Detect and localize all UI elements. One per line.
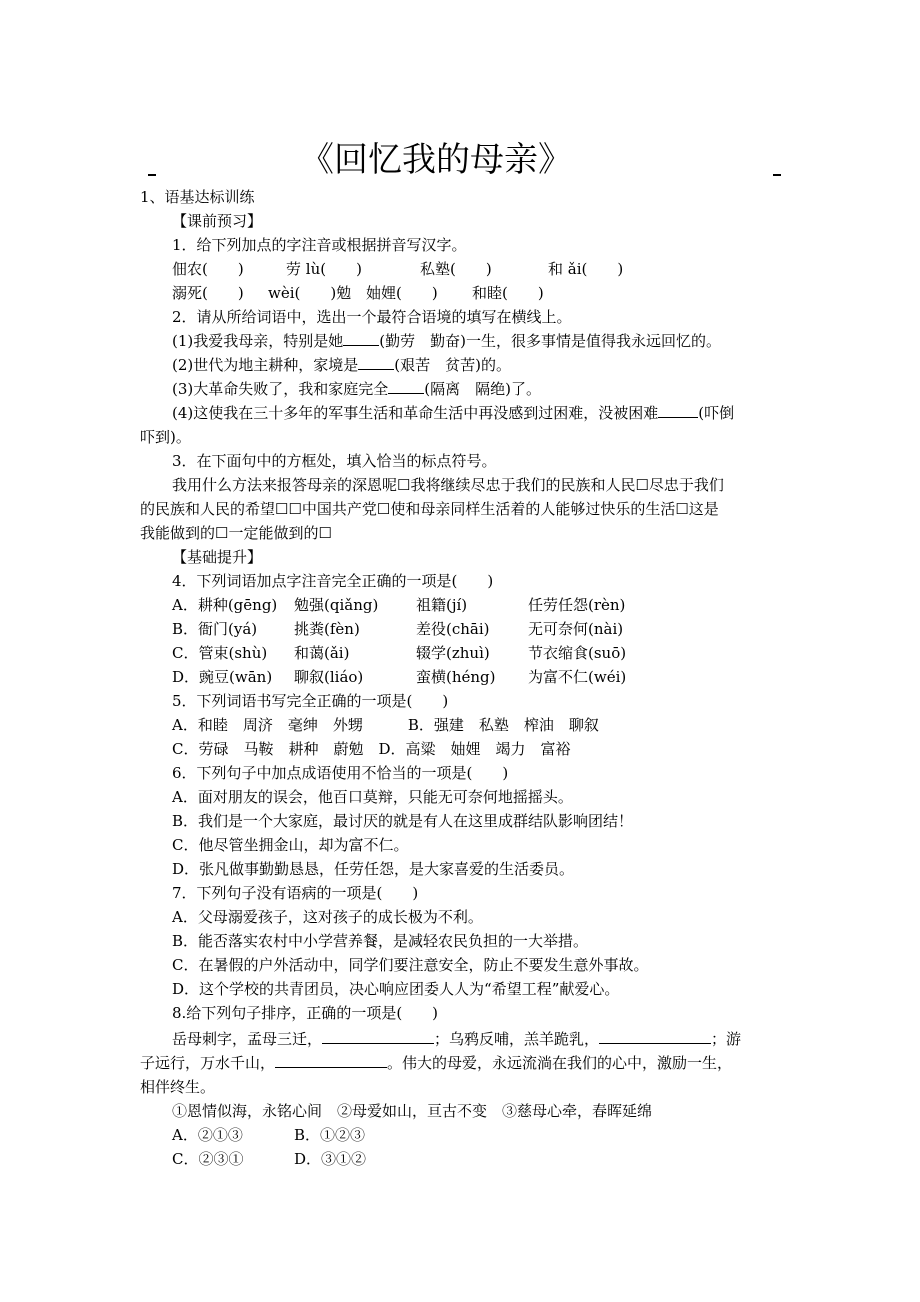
q8-option-b: B．①②③ xyxy=(294,1126,366,1144)
q8-option-d: D．③①② xyxy=(294,1150,367,1168)
header-mark-right xyxy=(773,174,781,176)
q6-option-d: D．张凡做事勤勤恳恳，任劳任怨，是大家喜爱的生活委员。 xyxy=(172,860,575,878)
q8-text: ；游 xyxy=(711,1030,742,1048)
q1-item: wèi( )勉 xyxy=(268,284,352,302)
q2-s2-options: (艰苦 贫苦)的。 xyxy=(394,356,511,374)
q8-option-c: C．②③① xyxy=(172,1150,244,1168)
q7-option-b: B．能否落实农村中小学营养餐，是减轻农民负担的一大举措。 xyxy=(172,932,589,950)
q5-options-cd: C．劳碌 马鞍 耕种 蔚勉 D．高粱 妯娌 竭力 富裕 xyxy=(172,740,571,758)
question-6-stem: 6．下列句子中加点成语使用不恰当的一项是( ) xyxy=(172,764,509,782)
q8-text: 子远行，万水千山， xyxy=(140,1054,276,1072)
q1-item: 佃农( ) xyxy=(172,260,244,278)
q4-word: 和蔼(ǎi) xyxy=(294,644,350,662)
q8-text: 岳母刺字，孟母三迁， xyxy=(172,1030,323,1048)
question-2-stem: 2．请从所给词语中，选出一个最符合语境的填写在横线上。 xyxy=(172,308,572,326)
header-mark-left xyxy=(148,174,156,176)
q4-word: 蛮横(héng) xyxy=(416,668,496,686)
q8-passage-line-2 xyxy=(140,1052,732,1074)
q3-passage-line-2: 的民族和人民的希望☐☐中国共产党☐使和母亲同样生活着的人能够过快乐的生活☐这是 xyxy=(140,500,719,518)
q2-sentence-3 xyxy=(172,378,541,400)
answer-blank[interactable] xyxy=(358,355,394,370)
q4-word: 节衣缩食(suō) xyxy=(528,644,627,662)
q2-s4-text: (4)这使我在三十多年的军事生活和革命生活中再没感到过困难，没被困难 xyxy=(172,404,659,422)
basic-header: 【基础提升】 xyxy=(172,548,263,566)
q4-option-b xyxy=(172,618,623,640)
q2-s1-options: (勤劳 勤奋)一生，很多事情是值得我永远回忆的。 xyxy=(379,332,721,350)
q4-word: 辍学(zhuì) xyxy=(416,644,490,662)
q3-passage-line-1: 我用什么方法来报答母亲的深恩呢☐我将继续尽忠于我们的民族和人民☐尽忠于我们 xyxy=(172,476,724,494)
question-8-stem: 8.给下列句子排序，正确的一项是( ) xyxy=(172,1004,439,1022)
answer-blank[interactable] xyxy=(599,1029,711,1044)
q6-option-c: C．他尽管坐拥金山，却为富不仁。 xyxy=(172,836,409,854)
q1-row-1 xyxy=(172,258,623,280)
section-heading: 1、语基达标训练 xyxy=(140,188,255,206)
q4-word: 任劳任怨(rèn) xyxy=(528,596,626,614)
q1-row-2 xyxy=(172,282,544,304)
q4-word: 无可奈何(nài) xyxy=(528,620,624,638)
q4-word: D．豌豆(wān) xyxy=(172,668,273,686)
q4-option-c xyxy=(172,642,626,664)
q4-word: C．管束(shù) xyxy=(172,644,268,662)
q2-sentence-4 xyxy=(172,402,734,424)
q4-word: B．衙门(yá) xyxy=(172,620,258,638)
q2-s3-text: (3)大革命失败了，我和家庭完全 xyxy=(172,380,389,398)
q8-option-a: A．②①③ xyxy=(172,1126,243,1144)
q4-word: 祖籍(jí) xyxy=(416,596,468,614)
q8-passage-line-1 xyxy=(172,1028,741,1050)
q4-word: 勉强(qiǎng) xyxy=(294,596,379,614)
q8-text: 。伟大的母爱，永远流淌在我们的心中，激励一生， xyxy=(387,1054,733,1072)
preview-header: 【课前预习】 xyxy=(172,212,263,230)
q2-s3-options: (隔离 隔绝)了。 xyxy=(424,380,541,398)
q2-s2-text: (2)世代为地主耕种，家境是 xyxy=(172,356,359,374)
answer-blank[interactable] xyxy=(275,1053,387,1068)
q4-word: 挑粪(fèn) xyxy=(294,620,360,638)
answer-blank[interactable] xyxy=(322,1029,434,1044)
q4-word: 聊叙(liáo) xyxy=(294,668,364,686)
q8-options-cd xyxy=(172,1148,366,1170)
q1-item: 妯娌( ) xyxy=(366,284,438,302)
page-title: 《回忆我的母亲》 xyxy=(300,140,572,180)
q1-item: 溺死( ) xyxy=(172,284,244,302)
q4-word: A．耕种(gēng) xyxy=(172,596,278,614)
q6-option-b: B．我们是一个大家庭，最讨厌的就是有人在这里成群结队影响团结！ xyxy=(172,812,634,830)
answer-blank[interactable] xyxy=(343,331,379,346)
question-5-stem: 5．下列词语书写完全正确的一项是( ) xyxy=(172,692,449,710)
q8-items: ①恩情似海，永铭心间 ②母爱如山，亘古不变 ③慈母心牵，春晖延绵 xyxy=(172,1102,653,1120)
q2-sentence-1 xyxy=(172,330,721,352)
q1-item: 劳 lù( ) xyxy=(286,260,362,278)
q2-sentence-2 xyxy=(172,354,511,376)
answer-blank[interactable] xyxy=(388,379,424,394)
q4-option-a xyxy=(172,594,625,616)
q4-word: 差役(chāi) xyxy=(416,620,490,638)
q6-option-a: A．面对朋友的误会，他百口莫辩，只能无可奈何地摇摇头。 xyxy=(172,788,573,806)
q7-option-d: D．这个学校的共青团员，决心响应团委人人为“希望工程”献爱心。 xyxy=(172,980,620,998)
q2-s4-options: (吓倒 xyxy=(698,404,735,422)
q8-passage-line-3: 相伴终生。 xyxy=(140,1078,216,1096)
q1-item: 和睦( ) xyxy=(472,284,544,302)
answer-blank[interactable] xyxy=(658,403,698,418)
q2-s1-text: (1)我爱我母亲，特别是她 xyxy=(172,332,344,350)
question-7-stem: 7．下列句子没有语病的一项是( ) xyxy=(172,884,419,902)
q7-option-c: C．在暑假的户外活动中，同学们要注意安全，防止不要发生意外事故。 xyxy=(172,956,649,974)
q2-sentence-4-cont: 吓到)。 xyxy=(140,428,191,446)
question-4-stem: 4．下列词语加点字注音完全正确的一项是( ) xyxy=(172,572,494,590)
q4-word: 为富不仁(wéi) xyxy=(528,668,627,686)
q8-options-ab xyxy=(172,1124,365,1146)
q8-text: ；乌鸦反哺，羔羊跪乳， xyxy=(434,1030,600,1048)
q1-item: 和 ǎi( ) xyxy=(548,260,624,278)
q5-options-ab: A．和睦 周济 毫绅 外甥 B．强建 私塾 榨油 聊叙 xyxy=(172,716,599,734)
question-1-stem: 1．给下列加点的字注音或根据拼音写汉字。 xyxy=(172,236,467,254)
q1-item: 私塾( ) xyxy=(420,260,492,278)
q4-option-d xyxy=(172,666,626,688)
q3-passage-line-3: 我能做到的☐一定能做到的☐ xyxy=(140,524,332,542)
question-3-stem: 3．在下面句中的方框处，填入恰当的标点符号。 xyxy=(172,452,497,470)
q7-option-a: A．父母溺爱孩子，这对孩子的成长极为不利。 xyxy=(172,908,483,926)
